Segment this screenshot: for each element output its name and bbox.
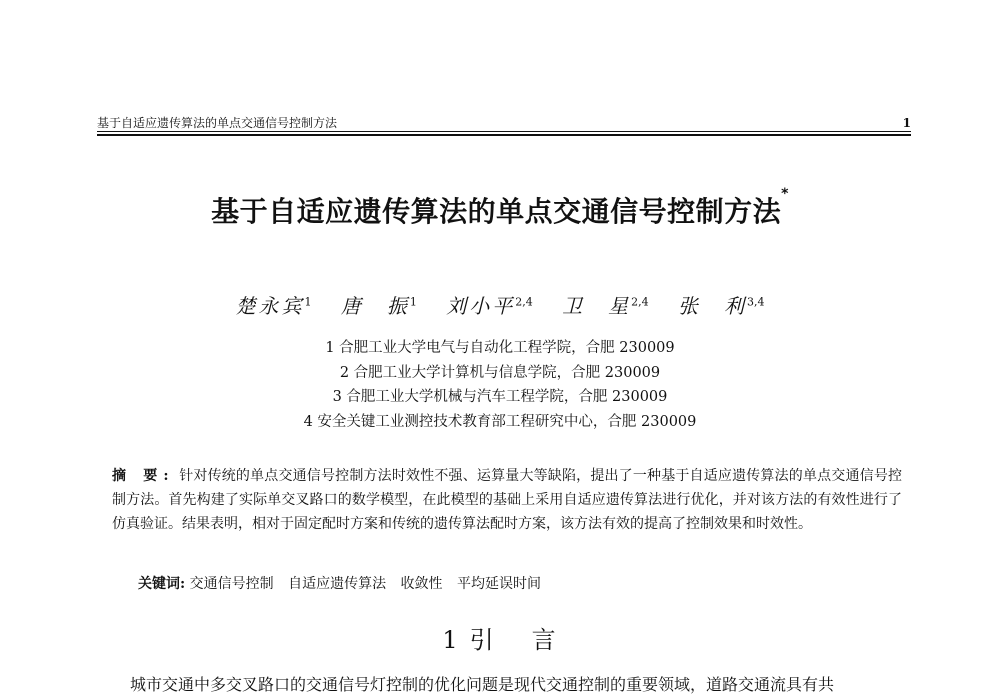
keyword: 收敛性 [400, 576, 443, 592]
affiliation: 3 合肥工业大学机械与汽车工程学院，合肥 230009 [332, 389, 668, 405]
author [341, 294, 417, 318]
keyword: 自适应遗传算法 [288, 576, 387, 592]
header-rule-thin [97, 131, 911, 132]
section-heading [0, 620, 1000, 655]
page-number: 1 [902, 116, 911, 130]
abstract-label: 摘 要: [112, 468, 175, 484]
author-affil: 3,4 [746, 295, 765, 309]
running-title: 基于自适应遗传算法的单点交通信号控制方法 [97, 116, 338, 130]
title-footnote-mark: * [781, 186, 789, 202]
abstract-text: 针对传统的单点交通信号控制方法时效性不强、运算量大等缺陷，提出了一种基于自适应遗传算法的单点交通信号控制方法。首先构建了实际单交叉路口的数学模型，在此模型的基础上采用自适应遗传算法进行优化，并对该方法的有效性进行了仿真验证。结果表明，相对于固定配时方案和传统的遗传算法配时方案，该方法有效的提高了控制效果和时效性。 [112, 468, 903, 532]
author [678, 294, 765, 318]
author-name: 唐 振 [340, 294, 410, 318]
author-affil: 1 [304, 295, 312, 309]
body-paragraph-start: 城市交通中多交叉路口的交通信号灯控制的优化问题是现代交通控制的重要领域，道路交通流具有共 [130, 675, 835, 694]
section-number: 1 [442, 626, 460, 654]
abstract [112, 464, 902, 536]
author-name: 刘小平 [446, 294, 516, 318]
author [446, 294, 533, 318]
author [236, 294, 312, 318]
paper-title-text: 基于自适应遗传算法的单点交通信号控制方法 [211, 195, 782, 228]
author-affil: 2,4 [515, 295, 533, 309]
keyword: 平均延误时间 [456, 576, 541, 592]
affiliation: 1 合肥工业大学电气与自动化工程学院，合肥 230009 [325, 340, 675, 356]
keyword: 交通信号控制 [189, 576, 274, 592]
section-title-part1: 引 [469, 626, 496, 654]
author-affil: 1 [409, 295, 417, 309]
keywords [138, 572, 898, 596]
affiliation: 2 合肥工业大学计算机与信息学院，合肥 230009 [339, 364, 661, 381]
author-name: 张 利 [677, 294, 747, 318]
affiliation-list [0, 336, 1000, 434]
author-name: 楚永宾 [235, 294, 305, 318]
section-title-part2: 言 [531, 626, 558, 654]
affiliation: 4 安全关键工业测控技术教育部工程研究中心，合肥 230009 [303, 413, 697, 430]
keywords-label: 关键词: [138, 576, 186, 592]
author-name: 卫 星 [562, 294, 632, 318]
paper-title [0, 186, 1000, 230]
author-list [0, 290, 1000, 319]
header-rule-thick [97, 134, 911, 136]
author-affil: 2,4 [631, 295, 649, 309]
author [562, 294, 649, 318]
